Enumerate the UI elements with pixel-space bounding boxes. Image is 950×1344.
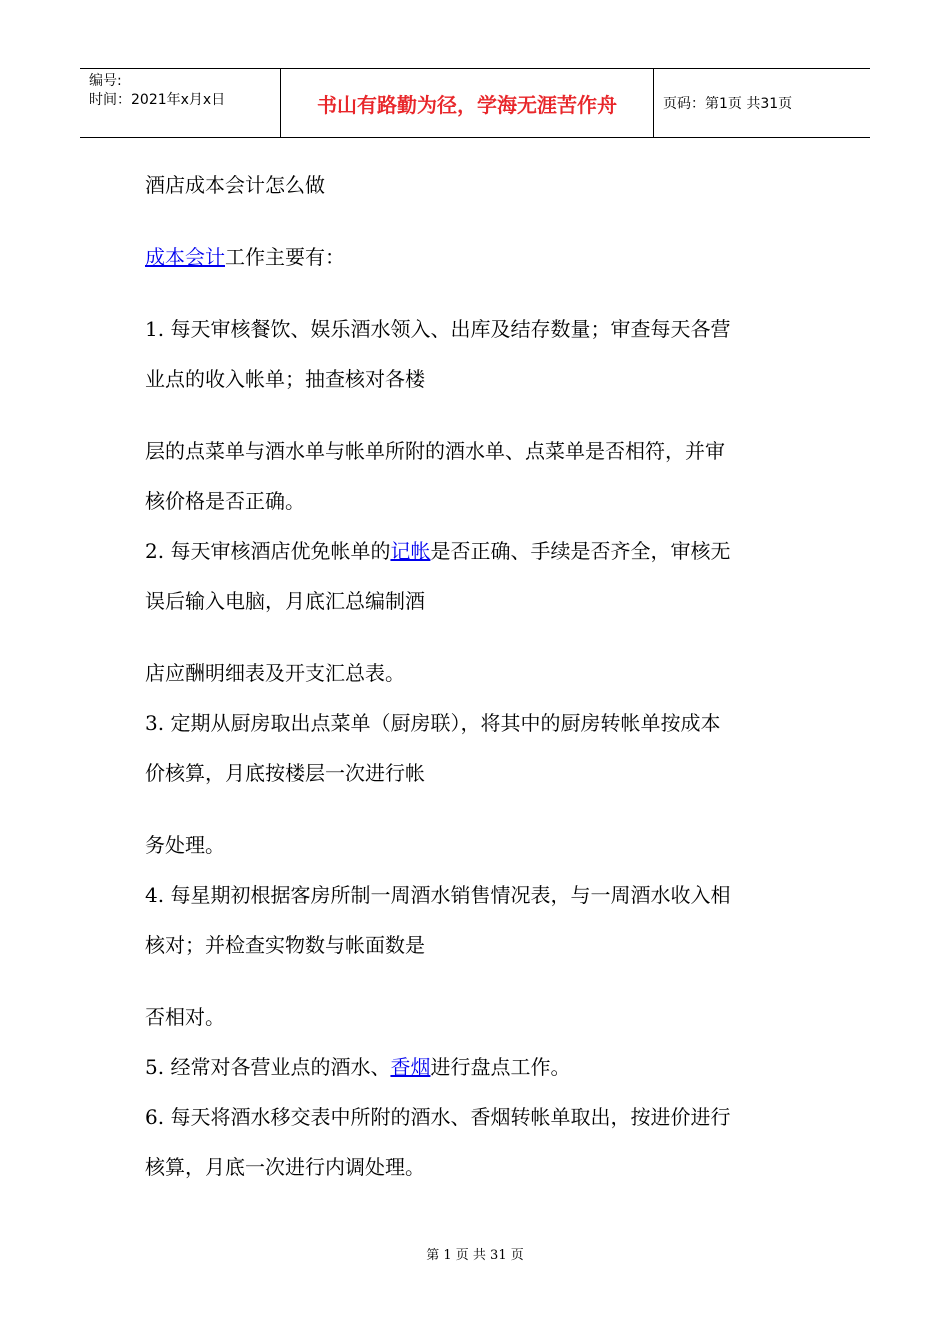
item5-text-post: 进行盘点工作。 xyxy=(430,1055,571,1079)
item3-line1: 3. 定期从厨房取出点菜单（厨房联），将其中的厨房转帐单按成本 xyxy=(145,711,721,735)
item4-line2: 核对；并检查实物数与帐面数是 xyxy=(145,933,425,957)
item2-text-post: 是否正确、手续是否齐全，审核无 xyxy=(430,539,731,563)
cigarettes-link[interactable]: 香烟 xyxy=(390,1055,431,1079)
page-footer: 第 1 页 共 31 页 xyxy=(426,1248,524,1263)
item4-line1: 4. 每星期初根据客房所制一周酒水销售情况表，与一周酒水收入相 xyxy=(145,883,731,907)
cost-accounting-link[interactable]: 成本会计 xyxy=(145,245,225,269)
item2-text-pre: 2. 每天审核酒店优免帐单的 xyxy=(145,539,391,563)
item1-line2: 业点的收入帐单；抽查核对各楼 xyxy=(145,367,425,391)
item3-line3: 务处理。 xyxy=(145,833,225,857)
header-meta xyxy=(80,69,281,137)
item6-line1: 6. 每天将酒水移交表中所附的酒水、香烟转帐单取出，按进价进行 xyxy=(145,1105,731,1129)
item5-text-pre: 5. 经常对各营业点的酒水、 xyxy=(145,1055,391,1079)
document-body xyxy=(145,160,810,1192)
document-title: 酒店成本会计怎么做 xyxy=(145,173,325,197)
item2-line3: 店应酬明细表及开支汇总表。 xyxy=(145,661,405,685)
intro-line xyxy=(145,232,810,282)
number-label: 编号: xyxy=(89,73,122,89)
item5-line1 xyxy=(145,1042,810,1092)
intro-text: 工作主要有： xyxy=(225,245,345,269)
item3-line2: 价核算，月底按楼层一次进行帐 xyxy=(145,761,425,785)
time-label: 时间：2021年x月x日 xyxy=(89,92,226,108)
bookkeeping-link[interactable]: 记帐 xyxy=(390,539,431,563)
item4-line3: 否相对。 xyxy=(145,1005,225,1029)
header-motto: 书山有路勤为径，学海无涯苦作舟 xyxy=(281,69,654,137)
item1-line3: 层的点菜单与酒水单与帐单所附的酒水单、点菜单是否相符，并审 xyxy=(145,439,725,463)
item1-line4: 核价格是否正确。 xyxy=(145,489,305,513)
item6-line2: 核算，月底一次进行内调处理。 xyxy=(145,1155,425,1179)
item2-line2: 误后输入电脑，月底汇总编制酒 xyxy=(145,589,425,613)
item2-line1 xyxy=(145,526,810,576)
header-page-info: 页码：第1页 共31页 xyxy=(663,96,793,112)
item1-line1: 1. 每天审核餐饮、娱乐酒水领入、出库及结存数量；审查每天各营 xyxy=(145,317,731,341)
page-header xyxy=(80,68,870,138)
